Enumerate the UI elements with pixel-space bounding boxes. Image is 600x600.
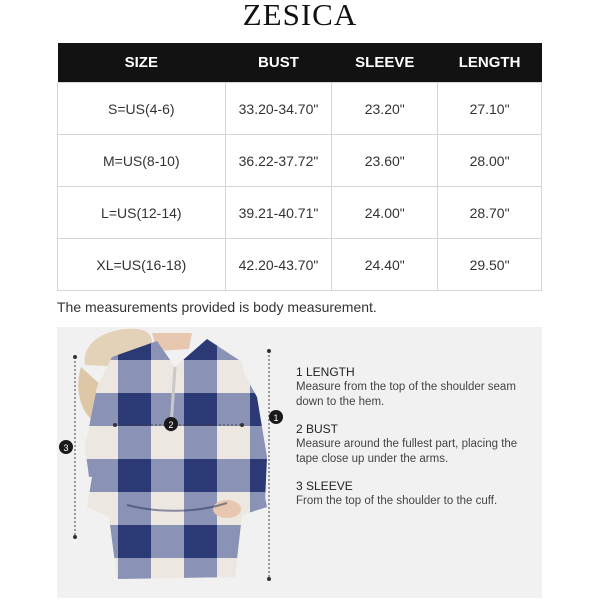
table-header-row [58,43,542,83]
cell-bust: 33.20-34.70" [225,83,332,135]
header-size: SIZE [58,43,226,83]
cell-bust: 42.20-43.70" [225,239,332,291]
length-description: Measure from the top of the shoulder seam down to the hem. [296,381,516,408]
cell-length: 28.70" [438,187,542,239]
cell-size: M=US(8-10) [58,135,226,187]
bust-instruction [296,422,536,467]
size-chart-table [57,43,542,291]
table-row [58,135,542,187]
length-title: 1 LENGTH [296,365,355,379]
cell-bust: 39.21-40.71" [225,187,332,239]
cell-length: 27.10" [438,83,542,135]
cell-bust: 36.22-37.72" [225,135,332,187]
sleeve-description: From the top of the shoulder to the cuff. [296,495,498,507]
measurement-guide [57,327,542,598]
sleeve-marker-label: 3 [63,443,69,453]
sleeve-instruction [296,479,536,509]
cell-sleeve: 24.40" [332,239,438,291]
measurement-note: The measurements provided is body measurement. [57,299,377,315]
cell-sleeve: 23.60" [332,135,438,187]
length-instruction [296,365,536,410]
cell-size: XL=US(16-18) [58,239,226,291]
bust-title: 2 BUST [296,422,339,436]
cell-sleeve: 24.00" [332,187,438,239]
cell-length: 28.00" [438,135,542,187]
table-row [58,83,542,135]
table-row [58,187,542,239]
cell-size: S=US(4-6) [58,83,226,135]
cell-size: L=US(12-14) [58,187,226,239]
header-bust: BUST [225,43,332,83]
table-row [58,239,542,291]
header-sleeve: SLEEVE [332,43,438,83]
brand-logo: ZESICA [242,0,358,32]
header-length: LENGTH [438,43,542,83]
cell-length: 29.50" [438,239,542,291]
cell-sleeve: 23.20" [332,83,438,135]
sleeve-title: 3 SLEEVE [296,479,353,493]
length-marker-label: 1 [273,413,279,423]
measurement-instructions [296,365,536,521]
bust-marker-label: 2 [168,420,174,430]
bust-description: Measure around the fullest part, placing the tape close up under the arms. [296,438,518,465]
sweater-illustration [57,327,292,598]
